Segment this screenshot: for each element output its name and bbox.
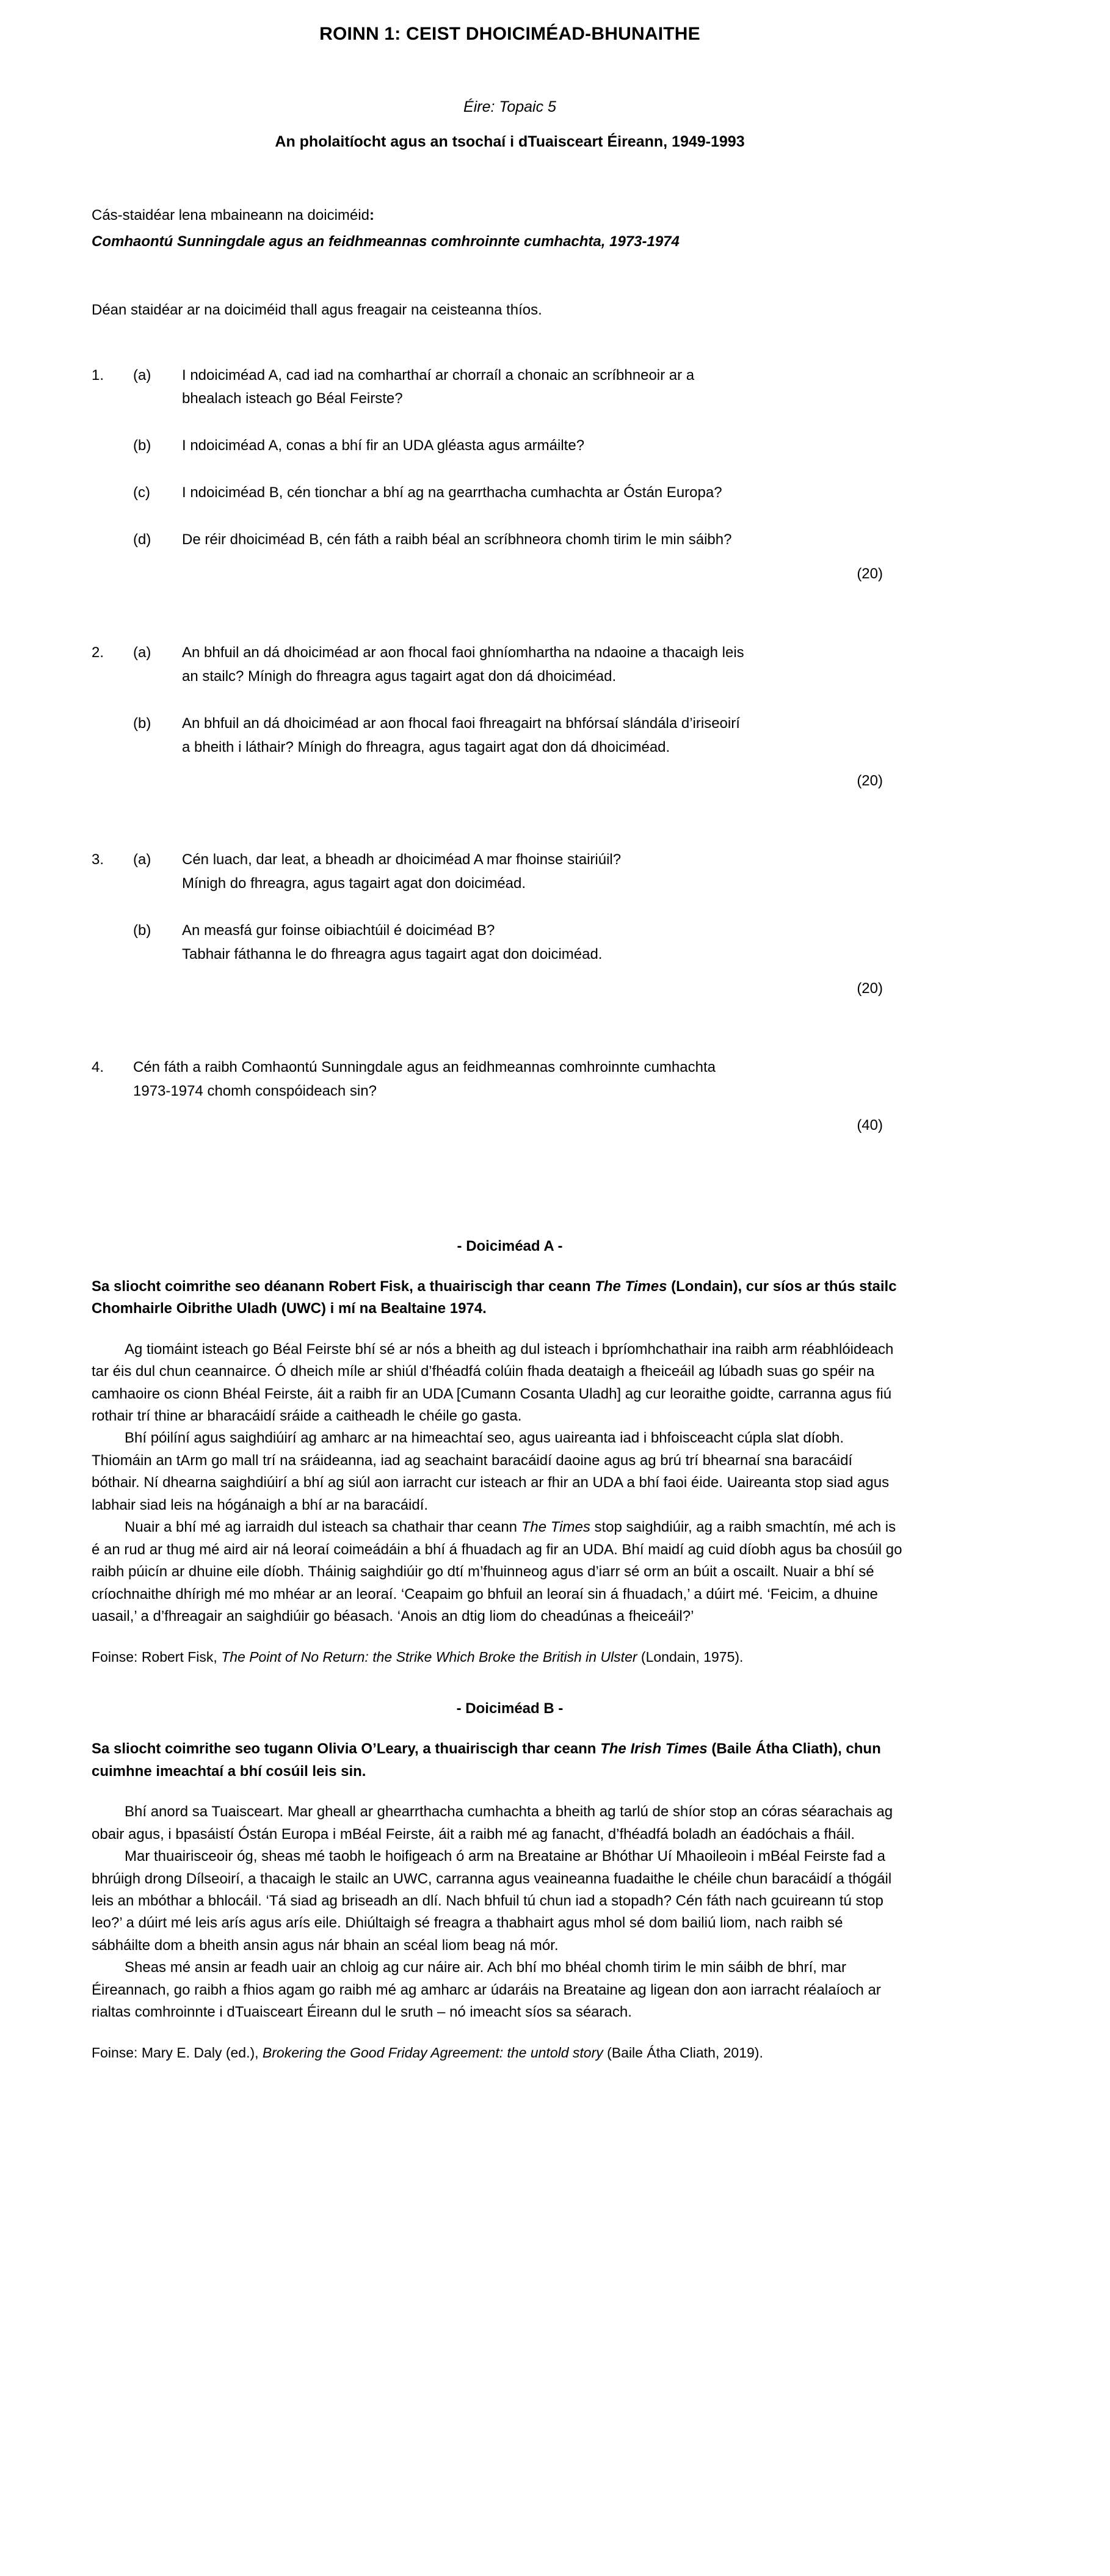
case-study-colon: : — [369, 206, 374, 224]
doc-a-p3-title: The Times — [521, 1519, 590, 1536]
q-line: Mínigh do fhreagra, agus tagairt agat don doiciméad. — [182, 875, 526, 892]
instruction-text: Déan staidéar ar na doiciméid thall agus freagair na ceisteanna thíos. — [92, 301, 542, 318]
q-line: I ndoiciméad B, cén tionchar a bhí ag na gearrthacha cumhachta ar Óstán Europa? — [182, 484, 722, 501]
question-1-marks: (20) — [857, 565, 883, 582]
q-line: I ndoiciméad A, conas a bhí fir an UDA gléasta agus armáilte? — [182, 437, 585, 454]
q-line: An measfá gur foinse oibiachtúil é doiciméad B? — [182, 922, 495, 939]
doc-a-intro-part2: (Londain), cur síos ar thús stailc Chomhairle Oibrithe Uladh (UWC) i mí na Bealtaine 1974. — [92, 1278, 897, 1317]
question-2-part-a-letter: (a) — [133, 644, 151, 661]
doc-b-intro-part2: (Baile Átha Cliath), chun cuimhne imeachtaí a bhí cosúil leis sin. — [92, 1741, 881, 1780]
q-line: a bheith i láthair? Mínigh do fhreagra, agus tagairt agat don dá dhoiciméad. — [182, 738, 670, 755]
question-1-part-a-text — [182, 364, 872, 412]
doc-a-intro-part1: Sa sliocht coimrithe seo déanann Robert Fisk, a thuairiscigh thar ceann — [92, 1278, 595, 1295]
document-b-label: - Doiciméad B - — [456, 1700, 564, 1717]
document-b-paragraph: Bhí anord sa Tuaisceart. Mar gheall ar ghearrthacha cumhachta a bheith ag tarlú de shíor stop an córas séarachais ag obair agus, i bpasáistí Óstán Europa i mBéal Feirste, áit a raibh mé ag fanacht, d’fhéadfá boladh an éadóchais a fháil. — [92, 1803, 893, 1843]
document-a-paragraph: Ag tiomáint isteach go Béal Feirste bhí sé ar nós a bheith ag dul isteach i bpríomhchathair ina raibh arm réabhlóideach tar éis dul chun ceannairce. Ó dheich míle ar shiúl d’fhéadfá colúin fhada deataigh a fheiceáil ag lúbadh suas go spéir na camhaoire os cionn Bhéal Feirste, áit a raibh fir an UDA [Cumann Cosanta Uladh] ag cur leoraithe goidte, carranna agus fiú rothair trí thine ar bharacáidí sráide a caitheadh le chéile go gasta. — [92, 1341, 894, 1424]
q-line: An bhfuil an dá dhoiciméad ar aon fhocal faoi ghníomhartha na ndaoine a thacaigh leis — [182, 644, 744, 661]
page-title: ROINN 1: CEIST DHOICIMÉAD-BHUNAITHE — [319, 24, 700, 44]
question-gap — [92, 608, 928, 641]
question-2-part-b — [92, 712, 928, 760]
topic-subtitle: An pholaitíocht agus an tsochaí i dTuaisceart Éireann, 1949-1993 — [275, 133, 745, 151]
question-1-number: 1. — [92, 366, 104, 384]
document-a-source — [92, 1646, 904, 1668]
document-a-paragraph — [92, 1516, 904, 1628]
question-1-part-b-text — [182, 434, 872, 458]
document-b-source — [92, 2042, 904, 2064]
question-3-part-a-text — [182, 848, 872, 896]
question-3-part-b — [92, 919, 928, 967]
q-line: De réir dhoiciméad B, cén fáth a raibh béal an scríbhneora chomh tirim le min sáibh? — [182, 531, 732, 548]
question-gap — [92, 815, 928, 848]
doc-b-source-suffix: (Baile Átha Cliath, 2019). — [603, 2044, 763, 2061]
doc-b-intro-part1: Sa sliocht coimrithe seo tugann Olivia O’Leary, a thuairiscigh thar ceann — [92, 1741, 601, 1758]
document-a — [92, 1238, 928, 1668]
q-line: Cén fáth a raibh Comhaontú Sunningdale agus an feidhmeannas comhroinnte cumhachta — [133, 1058, 716, 1075]
document-b-paragraph: Mar thuairisceoir óg, sheas mé taobh le hoifigeach ó arm na Breataine ar Bhóthar Uí Mhaoileoin i mBéal Feirste fad a bhrúigh drong Dílseoirí, a thacaigh le stailc an UWC, carranna agus veaineanna fuadaithe le chéile chun baracáidí a thógáil leis an mbóthar a bhlocáil. ‘Tá siad ag briseadh an dlí. Nach bhfuil tú chun iad a stopadh? Cén fáth nach gcuireann tú stop leo?’ a dúirt mé leis arís agus arís eile. Dhiúltaigh sé freagra a thabhairt agus mhol sé dom bailiú liom, nach raibh sé sábháilte dom a bheith ansin agus nár bhain an scéal liom beag ná mór. — [92, 1848, 892, 1954]
question-3-part-a — [92, 848, 928, 896]
doc-b-intro-title: The Irish Times — [600, 1741, 708, 1758]
doc-a-intro-title: The Times — [595, 1278, 667, 1295]
doc-b-source-title: Brokering the Good Friday Agreement: the untold story — [262, 2044, 603, 2061]
question-1-part-c — [92, 481, 928, 505]
question-3 — [92, 848, 928, 997]
q-line: An bhfuil an dá dhoiciméad ar aon fhocal faoi fhreagairt na bhfórsaí slándála d’iriseoirí — [182, 715, 740, 732]
q-line: an stailc? Mínigh do fhreagra agus tagairt agat don dá dhoiciméad. — [182, 668, 617, 685]
question-4-part — [92, 1056, 928, 1104]
question-2-marks: (20) — [857, 773, 883, 790]
questions-list — [92, 364, 928, 1134]
documents-separator — [92, 1160, 928, 1238]
q-line: Cén luach, dar leat, a bheadh ar dhoiciméad A mar fhoinse stairiúil? — [182, 851, 622, 868]
document-a-paragraph: Bhí póilíní agus saighdiúirí ag amharc ar na himeachtaí seo, agus uaireanta iad i bhfoisceacht cúpla slat díobh. Thiomáin an tArm go mall trí na sráideanna, iad ag seachaint baracáidí daoine agus ag brú trí bhearnaí sna baracáidí bóthair. Ní dhearna saighdiúirí a bhí ag siúl aon iarracht cur isteach ar fhir an UDA a bhí faoi éide. Uaireanta stop siad agus labhair siad leis na hógánaigh a bhí ar na baracáidí. — [92, 1430, 890, 1513]
document-a-intro — [92, 1276, 904, 1320]
doc-a-source-title: The Point of No Return: the Strike Which Broke the British in Ulster — [221, 1648, 637, 1665]
topic-line: Éire: Topaic 5 — [463, 98, 556, 115]
question-1-part-c-text — [182, 481, 872, 505]
question-4-text — [133, 1056, 823, 1104]
question-2-part-b-text — [182, 712, 872, 760]
case-study-title: Comhaontú Sunningdale agus an feidhmeannas comhroinnte cumhachta, 1973-1974 — [92, 233, 680, 250]
question-1-part-d-letter: (d) — [133, 531, 151, 548]
question-1 — [92, 364, 928, 583]
q-line: I ndoiciméad A, cad iad na comharthaí ar chorraíl a chonaic an scríbhneoir ar a — [182, 366, 695, 384]
document-a-label: - Doiciméad A - — [457, 1237, 563, 1254]
document-a-body — [92, 1339, 904, 1628]
case-study-label: Cás-staidéar lena mbaineann na doiciméid — [92, 206, 369, 224]
question-1-part-a — [92, 364, 928, 412]
case-study-label-row — [92, 205, 928, 227]
question-gap — [92, 1023, 928, 1056]
q-line: bhealach isteach go Béal Feirste? — [182, 390, 403, 407]
page-content — [92, 23, 928, 2063]
document-b — [92, 1700, 928, 2063]
question-1-part-d — [92, 528, 928, 552]
question-2 — [92, 641, 928, 790]
question-2-part-a-text — [182, 641, 872, 689]
question-2-number: 2. — [92, 644, 104, 661]
question-3-marks: (20) — [857, 980, 883, 997]
doc-a-p3-part1: Nuair a bhí mé ag iarraidh dul isteach sa chathair thar ceann — [125, 1519, 521, 1536]
question-3-part-a-letter: (a) — [133, 851, 151, 868]
question-1-part-b-letter: (b) — [133, 437, 151, 454]
question-1-part-d-text — [182, 528, 872, 552]
doc-a-source-suffix: (Londain, 1975). — [637, 1648, 744, 1665]
question-1-part-b — [92, 434, 928, 458]
question-2-part-b-letter: (b) — [133, 715, 151, 732]
question-2-part-a — [92, 641, 928, 689]
document-b-body — [92, 1801, 904, 2024]
doc-b-source-prefix: Foinse: Mary E. Daly (ed.), — [92, 2044, 263, 2061]
q-line: Tabhair fáthanna le do fhreagra agus tagairt agat don doiciméad. — [182, 946, 603, 962]
q-line: 1973-1974 chomh conspóideach sin? — [133, 1082, 377, 1099]
document-b-intro — [92, 1738, 904, 1783]
doc-a-source-prefix: Foinse: Robert Fisk, — [92, 1648, 222, 1665]
question-4 — [92, 1056, 928, 1134]
doc-a-p3-part2: stop saighdiúir, ag a raibh smachtín, mé ach is é an rud ar thug mé aird air ná leoraí coimeádáin a bhí á fhuadach ag fir an UDA. Bhí maidí ag cuid díobh agus ba chosúil go raibh púicín ar dhuine eile díobh. Tháinig saighdiúir go dtí m’fhuinneog agus d’iarr sé orm an búit a oscailt. Nuair a bhí sé críochnaithe dhírigh mé mo mhéar ar an leoraí. ‘Ceapaim go bhfuil an leoraí sin á fhuadach,’ a dúirt mé. ‘Feicim, a dhuine uasail,’ a d’fhreagair an saighdiúir go béasach. ‘Anois an dtig liom do cheadúnas a fheiceáil?’ — [92, 1519, 902, 1625]
intro-block — [92, 205, 928, 321]
document-b-paragraph: Sheas mé ansin ar feadh uair an chloig ag cur náire air. Ach bhí mo bhéal chomh tirim le min sáibh de bhrí, mar Éireannach, go raibh a fhios agam go raibh mé ag amharc ar údaráis na Breataine ag ligean don aon iarracht réalaíoch ar rialtas comhroinnte i dTuaisceart Éireann dul le sruth – nó imeacht síos sa séarach. — [92, 1959, 881, 2021]
question-3-part-b-letter: (b) — [133, 922, 151, 939]
question-1-part-a-letter: (a) — [133, 366, 151, 384]
question-1-part-c-letter: (c) — [133, 484, 150, 501]
question-3-part-b-text — [182, 919, 872, 967]
question-4-number: 4. — [92, 1058, 104, 1075]
question-4-marks: (40) — [857, 1116, 883, 1133]
question-3-number: 3. — [92, 851, 104, 868]
